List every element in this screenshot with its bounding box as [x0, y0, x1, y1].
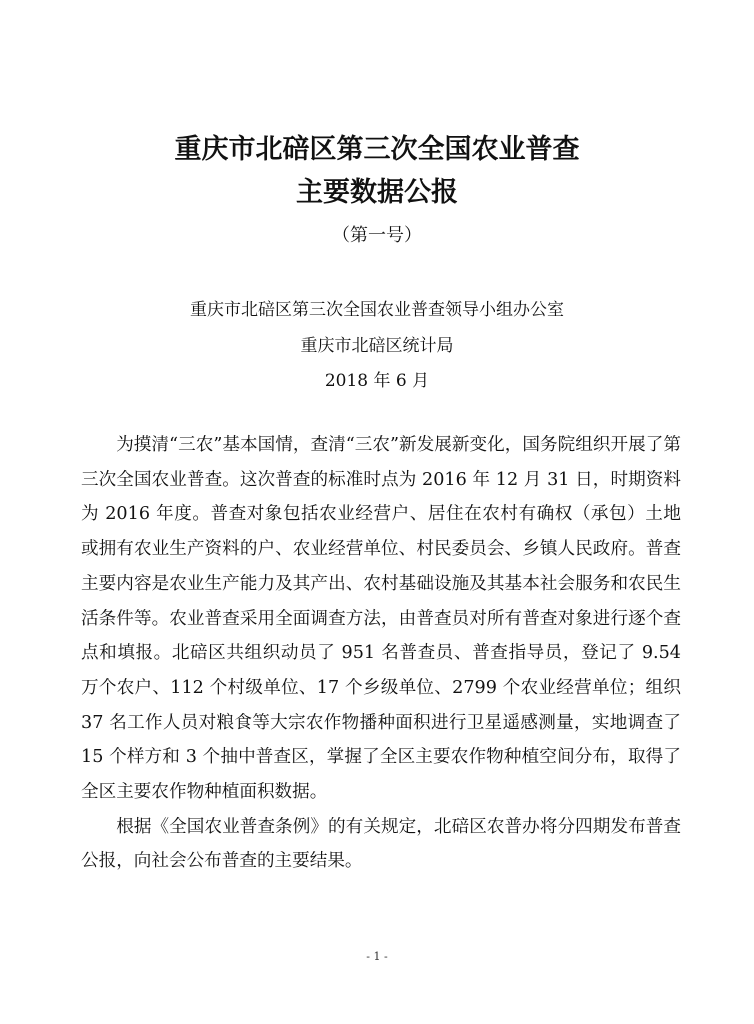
body-paragraph-2: 根据《全国农业普查条例》的有关规定，北碚区农普办将分四期发布普查公报，向社会公布普查的主要结果。 — [81, 816, 681, 872]
issue-number: （第一号） — [332, 225, 422, 246]
document-title-line-2: 主要数据公报 — [296, 177, 458, 208]
document-body — [81, 428, 681, 879]
issuing-office: 重庆市北碚区第三次全国农业普查领导小组办公室 — [190, 300, 564, 320]
page-number: - 1 - — [366, 950, 388, 963]
issue-date: 2018 年 6 月 — [324, 371, 430, 391]
body-paragraph-1: 为摸清“三农”基本国情，查清“三农”新发展新变化，国务院组织开展了第三次全国农业普查。这次普查的标准时点为 2016 年 12 月 31 日，时期资料为 2016 年度。普查对象包括农业经营户、居住在农村有确权（承包）土地或拥有农业生产资料的户、农业经营单位、村民委员会、乡镇人民政府。普查主要内容是农业生产能力及其产出、农村基础设施及其基本社会服务和农民生活条件等。农业普查采用全面调查方法，由普查员对所有普查对象进行逐个查点和填报。北碚区共组织动员了 951 名普查员、普查指导员，登记了 9.54 万个农户、112 个村级单位、17 个乡级单位、2799 个农业经营单位；组织 37 名工作人员对粮食等大宗农作物播种面积进行卫星遥感测量，实地调查了 15 个样方和 3 个抽中普查区，掌握了全区主要农作物种植空间分布，取得了全区主要农作物种植面积数据。 — [81, 435, 681, 803]
document-title-line-1: 重庆市北碚区第三次全国农业普查 — [174, 134, 580, 165]
issuing-bureau: 重庆市北碚区统计局 — [300, 336, 454, 356]
